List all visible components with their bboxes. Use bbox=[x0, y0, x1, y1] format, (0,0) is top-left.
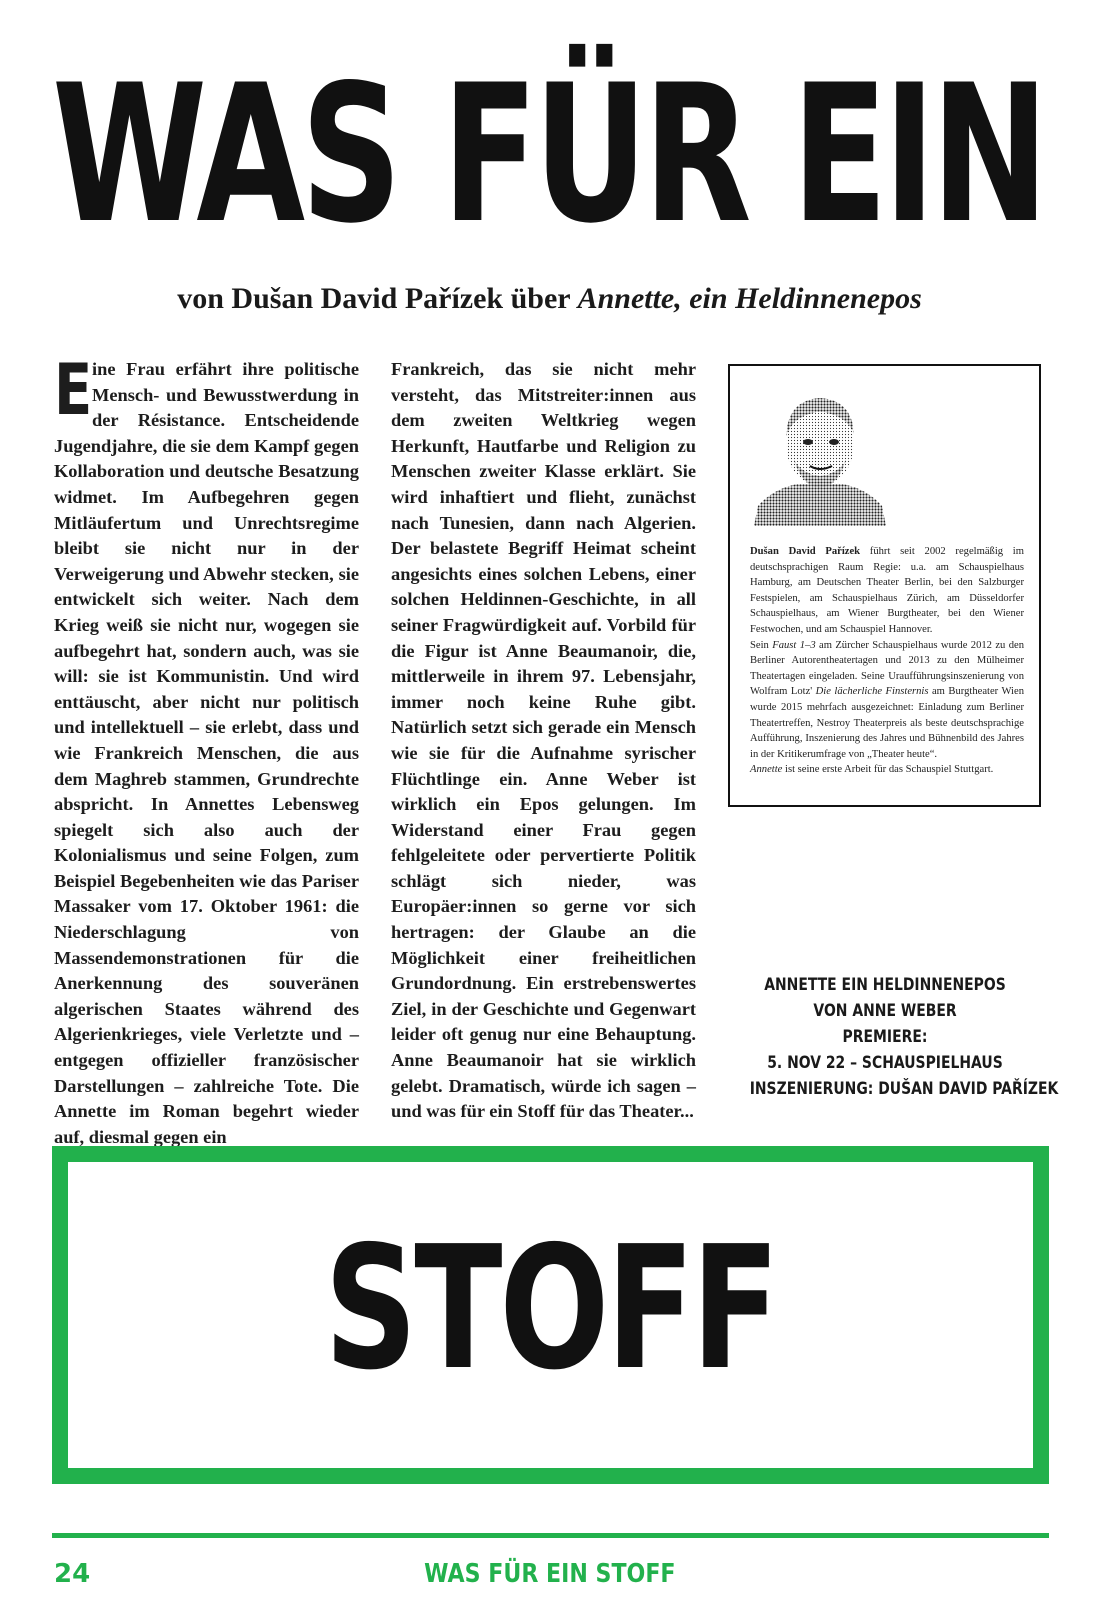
bio-work-finsternis: Die lächerliche Finsternis bbox=[815, 686, 929, 698]
bio-sentence-2c: am Burgtheater Wien wurde 2015 mehrfach ausgezeichnet: Einladung zum Berliner Theatertreffen, Nestroy Theaterpreis als beste deutschsprachige Aufführung, Inszenierung des Jahres und Bühnenbild des Jahres in der Kritikerumfrage von „Theater heute“. bbox=[750, 686, 1024, 760]
bio-work-faust: Faust 1–3 bbox=[772, 639, 816, 651]
headline: WAS FÜR EIN bbox=[52, 44, 1045, 265]
author-portrait bbox=[754, 388, 886, 526]
drop-cap: E bbox=[54, 349, 93, 431]
credit-premiere-date: 5. NOV 22 – SCHAUSPIELHAUS bbox=[767, 1053, 1003, 1073]
bio-sentence-3: ist seine erste Arbeit für das Schauspiel Stuttgart. bbox=[782, 764, 994, 776]
article-text-2: Frankreich, das sie nicht mehr versteht, das Mitstreiter:innen aus dem zweiten Weltkrieg wegen Herkunft, Hautfarbe und Religion zu Menschen zweiter Klasse erklärt. Sie wird inhaftiert und flieht, zunächst nach Tunesien, dann nach Algerien. Der belastete Begriff Heimat scheint angesichts eines solchen Lebens, einer solchen Heldinnen-Geschichte, in all seiner Fragwürdigkeit auf. Vorbild für die Figur ist Anne Beaumanoir, die, mittlerweile in ihrem 97. Lebensjahr, immer noch keine Ruhe gibt. Natürlich setzt sich gerade ein Mensch wie sie für die Aufnahme syrischer Flüchtlinge ein. Anne Weber ist wirklich ein Epos gelungen. Im Widerstand einer Frau gegen fehlgeleitete oder pervertierte Politik schlägt sich nieder, was Europäer:innen so gerne vor sich hertragen: der Glaube an die Möglichkeit einer freiheitlichen Grundordnung. Ein erstrebenswertes Ziel, in der Geschichte und Gegenwart leider oft genug nur eine Behauptung. Anne Beaumanoir hat sie wirklich gelebt. Dramatisch, würde ich sagen – und was für ein Stoff für das Theater... bbox=[391, 359, 696, 1122]
article-text-1: ine Frau erfährt ihre politische Mensch- und Bewusstwerdung in der Résistance. Entscheidende Jugendjahre, die sie dem Kampf gegen Kollaboration und deutsche Besatzung widmet. Im Aufbegehren gegen Mitläufertum und Unrechtsregime bleibt sie nicht nur in der Verweigerung und Abwehr stecken, sie entwickelt sich weiter. Nach dem Krieg weiß sie nicht nur, wogegen sie aufbegehrt hat, sondern auch, was sie will: sie ist Kommunistin. Und wird enttäuscht, aber nicht nur politisch und intellektuell – sie erlebt, dass und wie Frankreich Menschen, die aus dem Maghreb stammen, Grundrechte abspricht. In Annettes Lebensweg spiegelt sich also auch der Kolonialismus und seine Folgen, zum Beispiel Begebenheiten wie das Pariser Massaker vom 17. Oktober 1961: die Niederschlagung von Massendemonstrationen für die Anerkennung des souveränen algerischen Staates während des Algerienkrieges, viele Verletzte und – entgegen offizieller französischer Darstellungen – zahlreiche Tote. Die Annette im Roman begehrt wieder auf, diesmal gegen ein bbox=[54, 359, 359, 1147]
page-number: 24 bbox=[54, 1559, 91, 1589]
bio-sentence-1: führt seit 2002 regelmäßig im deutschsprachigen Raum Regie: u.a. am Schauspielhaus Hamburg, am Deutschen Theater Berlin, bei den Salzburger Festspielen, am Schauspielhaus Zürich, am Düsseldorfer Schauspielhaus, am Wiener Burgtheater, bei den Wiener Festwochen, und am Schauspiel Hannover. bbox=[750, 546, 1024, 635]
credit-director: INSZENIERUNG: DUŠAN DAVID PAŘÍZEK bbox=[749, 1079, 1059, 1099]
article-column-2 bbox=[391, 357, 696, 1122]
credit-title: ANNETTE EIN HELDINNENEPOS bbox=[764, 975, 1006, 995]
bio-sentence-2b: am Zürcher Schauspielhaus wurde 2012 zu den Berliner Autorentheatertagen und 2013 zu den Mülheimer Theatertagen eingeladen. Seine Uraufführungsinszenierung von Wolfram Lotz' bbox=[750, 639, 1025, 698]
production-credits bbox=[720, 972, 1059, 1102]
running-title bbox=[0, 1559, 1099, 1589]
bio-work-annette: Annette bbox=[750, 764, 783, 776]
stoff-word: STOFF bbox=[324, 1210, 777, 1408]
running-title-text: WAS FÜR EIN STOFF bbox=[423, 1559, 676, 1589]
bio-sentence-2a: Sein bbox=[750, 639, 773, 651]
credit-premiere-label: PREMIERE: bbox=[842, 1027, 928, 1047]
credit-author: VON ANNE WEBER bbox=[813, 1001, 957, 1021]
stoff-frame bbox=[52, 1146, 1049, 1484]
subhead-author: von Dušan David Pařízek über bbox=[177, 282, 578, 315]
subhead-work-title: Annette, ein Heldinnenepos bbox=[577, 282, 922, 315]
subheadline bbox=[0, 282, 1099, 316]
footer-rule bbox=[52, 1533, 1049, 1538]
author-bio-text bbox=[750, 544, 1024, 778]
bio-author-name: Dušan David Pařízek bbox=[750, 546, 861, 557]
article-column-1 bbox=[54, 349, 359, 1147]
author-bio-box bbox=[728, 364, 1041, 807]
